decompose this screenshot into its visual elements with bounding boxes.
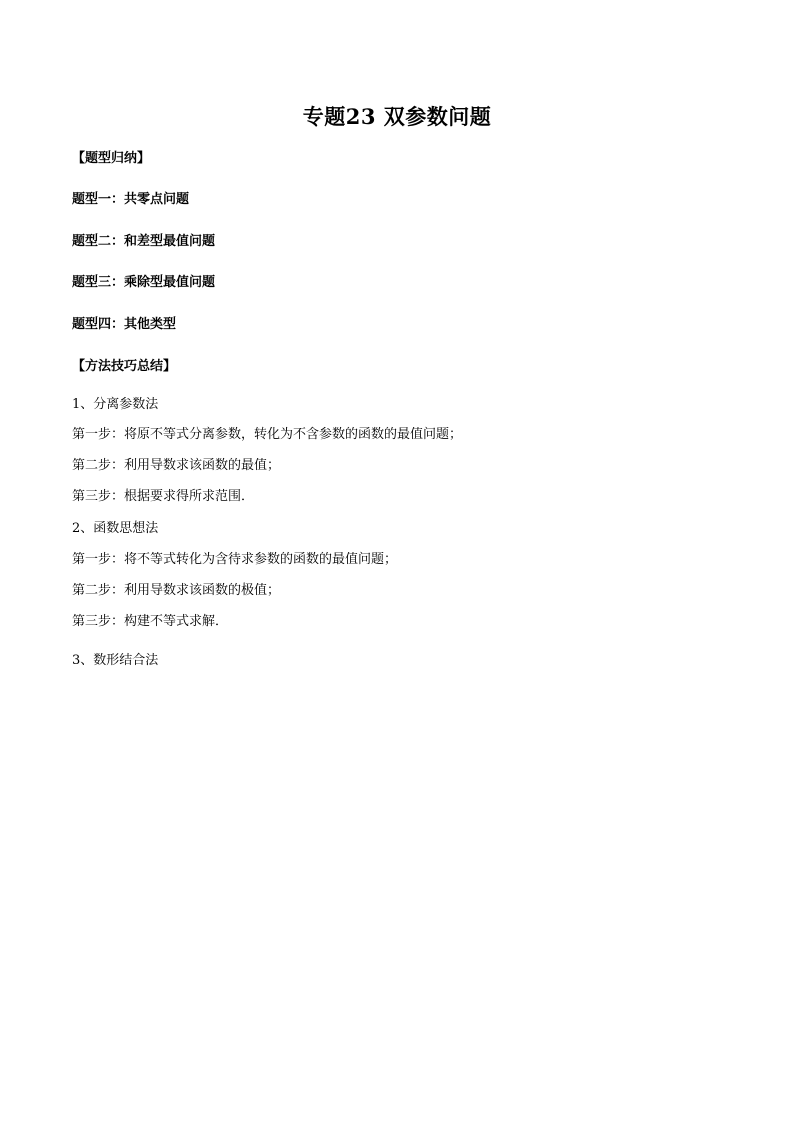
- method-step: 第三步：构建不等式求解．: [72, 614, 229, 629]
- method-step: 第一步：将不等式转化为含待求参数的函数的最值问题；: [72, 552, 398, 567]
- method-title: 3、数形结合法: [72, 653, 159, 668]
- method-step: 第二步：利用导数求该函数的极值；: [72, 583, 281, 598]
- method-title: 2、函数思想法: [72, 521, 159, 536]
- document-title: 专题23 双参数问题: [302, 104, 492, 129]
- question-type-item: 题型三：乘除型最值问题: [72, 275, 216, 290]
- method-step: 第二步：利用导数求该函数的最值；: [72, 458, 281, 473]
- section-heading-method-summary: 【方法技巧总结】: [72, 359, 177, 374]
- method-title: 1、分离参数法: [72, 397, 159, 412]
- question-type-item: 题型四：其他类型: [72, 317, 177, 332]
- method-step: 第三步：根据要求得所求范围．: [72, 489, 255, 504]
- method-step: 第一步：将原不等式分离参数，转化为不含参数的函数的最值问题；: [72, 427, 463, 442]
- question-type-item: 题型二：和差型最值问题: [72, 234, 216, 249]
- section-heading-question-types: 【题型归纳】: [72, 151, 151, 166]
- question-type-item: 题型一：共零点问题: [72, 192, 190, 207]
